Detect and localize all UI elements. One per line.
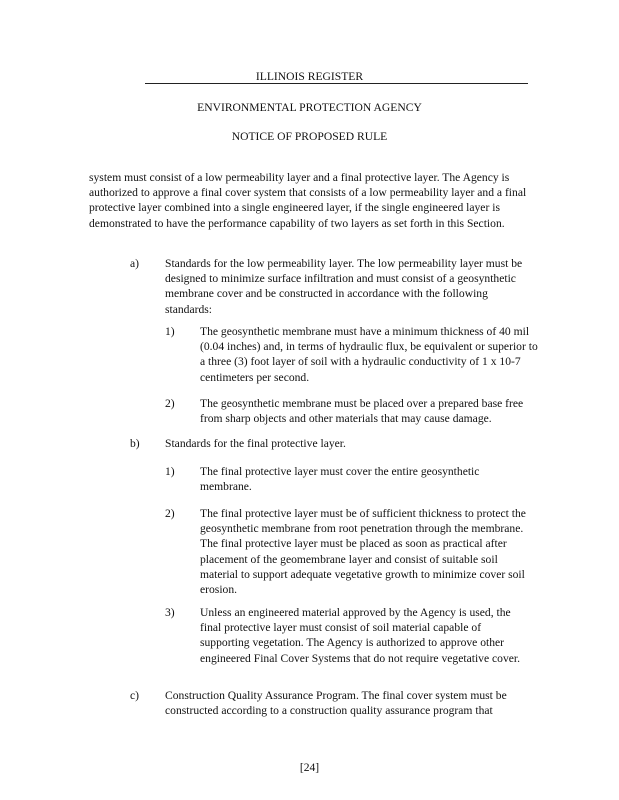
header-rule bbox=[145, 83, 528, 84]
intro-paragraph: system must consist of a low permeability layer and a final protective layer. The Agency is authorized to approve a final cover system that consists of a low permeability layer and a final protective layer combined into a single engineered layer, if the single engineered layer is demonstrated to have the performance capability of two layers as set forth in this Section. bbox=[89, 171, 527, 230]
section-b-item-2-text: The final protective layer must be of sufficient thickness to protect the geosynthetic membrane from root penetration through the membrane. The final protective layer must be placed as soon as practical after placement of the geomembrane layer and consist of suitable soil material to support adequate vegetative growth to minimize cover soil erosion. bbox=[200, 507, 526, 597]
register-title: ILLINOIS REGISTER bbox=[255, 70, 364, 83]
section-a-item-1-text: The geosynthetic membrane must have a minimum thickness of 40 mil (0.04 inches) and, in terms of hydraulic flux, be equivalent or superior to a three (3) foot layer of soil with a hydraulic conductivity of 1 x 10-7 centimeters per second. bbox=[200, 325, 538, 384]
section-b-item-3-text: Unless an engineered material approved by the Agency is used, the final protective layer must consist of soil material capable of supporting vegetation. The Agency is authorized to approve other engineered Final Cover Systems that do not require vegetative cover. bbox=[200, 606, 521, 665]
section-b-item-3-label: 3) bbox=[165, 606, 175, 619]
section-a-item-2-label: 2) bbox=[165, 397, 175, 410]
section-c-text: Construction Quality Assurance Program. The final cover system must be constructed according to a construction quality assurance program that bbox=[165, 689, 507, 718]
section-a-item-1-label: 1) bbox=[165, 325, 175, 338]
section-a-text: Standards for the low permeability layer. The low permeability layer must be designed to minimize surface infiltration and must consist of a geosynthetic membrane cover and be constructed in accordance with the following standards: bbox=[165, 257, 523, 316]
section-b-label: b) bbox=[130, 437, 140, 450]
section-b-item-1-label: 1) bbox=[165, 465, 175, 478]
section-c-label: c) bbox=[130, 689, 140, 702]
page-number: [24] bbox=[299, 761, 320, 774]
section-b-text: Standards for the final protective layer. bbox=[165, 437, 346, 450]
notice-title: NOTICE OF PROPOSED RULE bbox=[231, 130, 388, 143]
section-a-item-2-text: The geosynthetic membrane must be placed over a prepared base free from sharp objects and other materials that may cause damage. bbox=[200, 397, 524, 426]
section-b-item-1-text: The final protective layer must cover the entire geosynthetic membrane. bbox=[200, 465, 480, 494]
agency-title: ENVIRONMENTAL PROTECTION AGENCY bbox=[197, 101, 422, 114]
section-a-label: a) bbox=[130, 257, 140, 270]
section-b-item-2-label: 2) bbox=[165, 507, 175, 520]
